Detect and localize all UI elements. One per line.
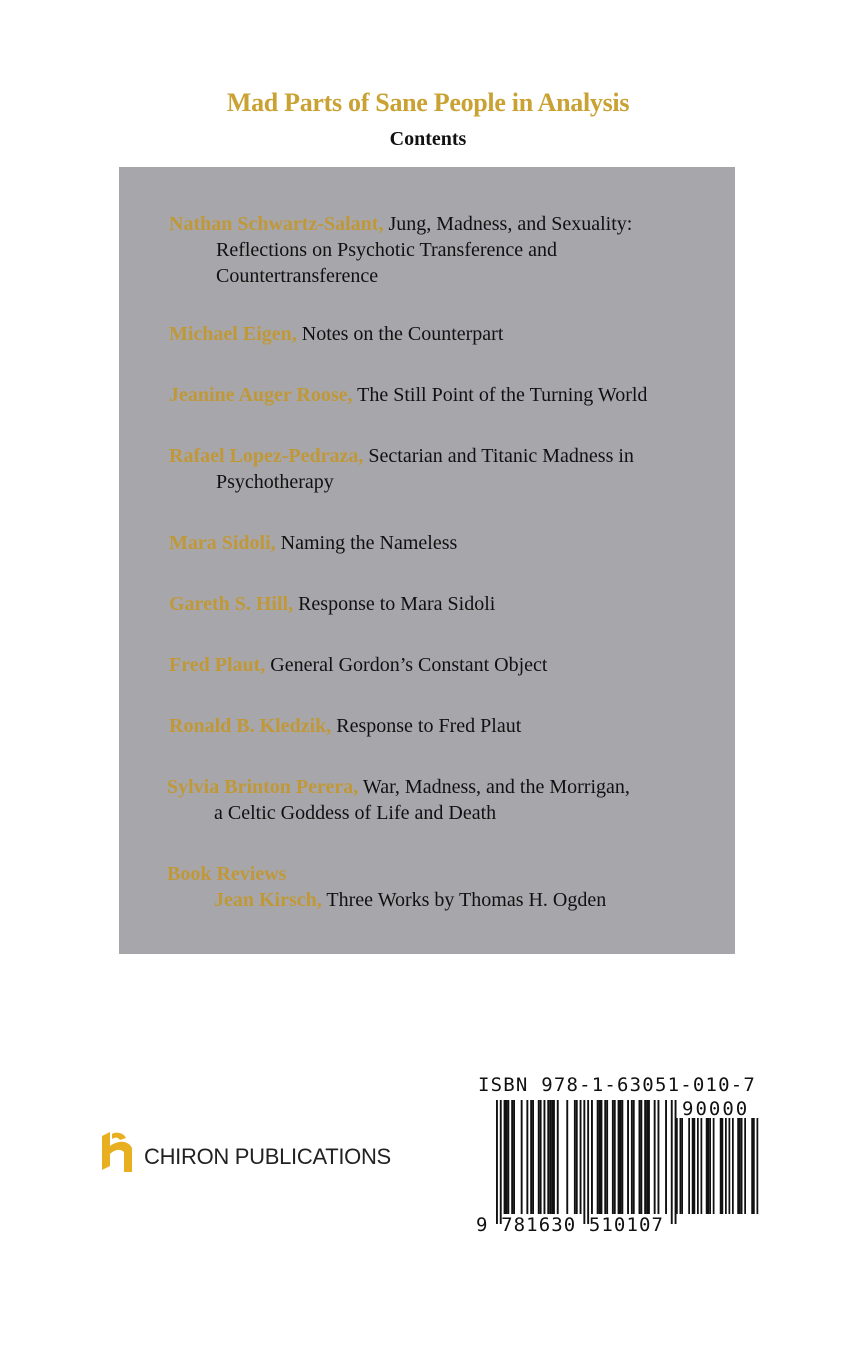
contents-entry	[169, 652, 709, 678]
barcode-bar	[511, 1100, 513, 1214]
barcode-bar	[576, 1100, 578, 1214]
barcode-bar	[751, 1118, 753, 1214]
barcode-bar	[680, 1118, 682, 1214]
contents-entry	[169, 591, 709, 617]
barcode-bar	[692, 1118, 694, 1214]
book-title: Mad Parts of Sane People in Analysis	[226, 88, 630, 117]
barcode-bar	[646, 1100, 648, 1214]
contents-entry	[169, 321, 709, 347]
entry-title: Sectarian and Titanic Madness in	[363, 445, 634, 467]
isbn-label: ISBN 978-1-63051-010-7	[478, 1074, 757, 1096]
entry-title: Notes on the Counterpart	[296, 323, 504, 345]
barcode-bar	[591, 1100, 593, 1214]
barcode-bar	[604, 1100, 606, 1214]
publisher-name: CHIRON PUBLICATIONS	[144, 1144, 391, 1169]
barcode-bar	[620, 1100, 622, 1214]
barcode-bar	[709, 1118, 711, 1214]
barcode-bar	[551, 1100, 553, 1214]
barcode-bar	[757, 1118, 759, 1214]
barcode-bar	[553, 1100, 555, 1214]
barcode-bar	[500, 1100, 502, 1224]
barcode-bar	[739, 1118, 741, 1214]
book-reviews-section	[167, 861, 707, 913]
publisher-logo	[100, 1132, 430, 1174]
chiron-logo-icon	[100, 1132, 136, 1174]
barcode-bar	[627, 1100, 629, 1214]
barcode-bar	[618, 1100, 620, 1214]
barcode-bar	[658, 1100, 660, 1214]
barcode-bar	[744, 1118, 746, 1214]
barcode-bar	[648, 1100, 650, 1214]
entry-author: Nathan Schwartz-Salant,	[169, 213, 384, 235]
barcode-bar	[540, 1100, 542, 1214]
entry-title: Jung, Madness, and Sexuality:	[383, 213, 633, 235]
book-reviews-heading: Book Reviews	[167, 863, 287, 885]
entry-author: Rafael Lopez-Pedraza,	[169, 445, 364, 467]
barcode-bar	[583, 1100, 585, 1224]
barcode-bar	[725, 1118, 727, 1214]
addon-digits: 90000	[682, 1098, 750, 1120]
barcode-bar	[506, 1100, 508, 1214]
barcode-bar	[521, 1100, 523, 1214]
barcode-bar	[694, 1118, 696, 1214]
contents-entry	[169, 443, 709, 495]
contents-panel	[119, 167, 735, 954]
entry-author: Ronald B. Kledzik,	[169, 715, 332, 737]
barcode-bar	[599, 1100, 601, 1214]
barcode-bar	[722, 1118, 724, 1214]
barcode-bar	[633, 1100, 635, 1214]
contents-entry	[169, 530, 709, 556]
barcode-bar	[566, 1100, 568, 1214]
entry-title-continued: Psychotherapy	[216, 471, 334, 493]
barcode-bar	[708, 1118, 710, 1214]
entry-title: Response to Fred Plaut	[331, 715, 522, 737]
barcode-bar	[587, 1100, 589, 1224]
barcode-bar	[737, 1118, 739, 1214]
barcode-bar	[532, 1100, 534, 1214]
barcode-bar	[557, 1100, 559, 1214]
entry-author: Mara Sidoli,	[169, 532, 276, 554]
entry-author: Jean Kirsch,	[214, 889, 322, 911]
entry-author: Sylvia Brinton Perera,	[167, 776, 359, 798]
barcode-bar	[621, 1100, 623, 1214]
barcode-bar	[574, 1100, 576, 1214]
entry-author: Michael Eigen,	[169, 323, 297, 345]
barcode-bar	[665, 1100, 667, 1214]
barcode-bar	[496, 1100, 498, 1224]
barcode-bar	[606, 1100, 608, 1214]
barcode-bar	[597, 1100, 599, 1214]
barcode-bar	[671, 1100, 673, 1224]
barcode	[474, 1074, 762, 1240]
barcode-bar	[504, 1100, 506, 1214]
entry-author: Fred Plaut,	[169, 654, 266, 676]
barcode-bar	[612, 1100, 614, 1214]
barcode-bar	[720, 1118, 722, 1214]
barcode-bar	[549, 1100, 551, 1214]
barcode-bar	[538, 1100, 540, 1214]
barcode-bar	[631, 1100, 633, 1214]
contents-entry	[169, 211, 709, 289]
entry-title: Naming the Nameless	[275, 532, 458, 554]
entry-title-continued: Reflections on Psychotic Transference and	[216, 239, 558, 261]
barcode-bar	[640, 1100, 642, 1214]
barcode-bar	[697, 1118, 699, 1214]
barcode-bar	[701, 1118, 703, 1214]
barcode-bar	[614, 1100, 616, 1214]
entry-title: War, Madness, and the Morrigan,	[358, 776, 630, 798]
barcode-bar	[706, 1118, 708, 1214]
barcode-bar	[639, 1100, 641, 1214]
entry-author: Jeanine Auger Roose,	[169, 384, 353, 406]
barcode-bar	[644, 1100, 646, 1214]
barcode-bar	[580, 1100, 582, 1214]
ean-digits: 9 781630 510107	[476, 1214, 665, 1236]
barcode-bar	[688, 1118, 690, 1214]
entry-title: Three Works by Thomas H. Ogden	[321, 889, 607, 911]
barcode-bar	[654, 1100, 656, 1214]
entry-title: The Still Point of the Turning World	[352, 384, 648, 406]
entry-author: Gareth S. Hill,	[169, 593, 294, 615]
barcode-bar	[681, 1118, 683, 1214]
entry-title-continued: Countertransference	[216, 265, 379, 287]
entry-title-continued: a Celtic Goddess of Life and Death	[214, 802, 497, 824]
barcode-bar	[507, 1100, 509, 1214]
barcode-bar	[753, 1118, 755, 1214]
entry-title: Response to Mara Sidoli	[293, 593, 496, 615]
barcode-bar	[547, 1100, 549, 1214]
barcode-bar	[526, 1100, 528, 1214]
contents-entry	[169, 713, 709, 739]
contents-entry	[169, 382, 709, 408]
barcode-bar	[713, 1118, 715, 1214]
entry-title: General Gordon’s Constant Object	[265, 654, 548, 676]
barcode-bar	[741, 1118, 743, 1214]
barcode-bar	[530, 1100, 532, 1214]
barcode-bar	[513, 1100, 515, 1214]
barcode-bar	[544, 1100, 546, 1214]
barcode-bar	[676, 1118, 678, 1214]
barcode-bar	[729, 1118, 731, 1214]
contents-entry	[167, 774, 707, 826]
contents-heading: Contents	[389, 128, 467, 150]
barcode-bar	[732, 1118, 734, 1214]
barcode-bar	[601, 1100, 603, 1214]
